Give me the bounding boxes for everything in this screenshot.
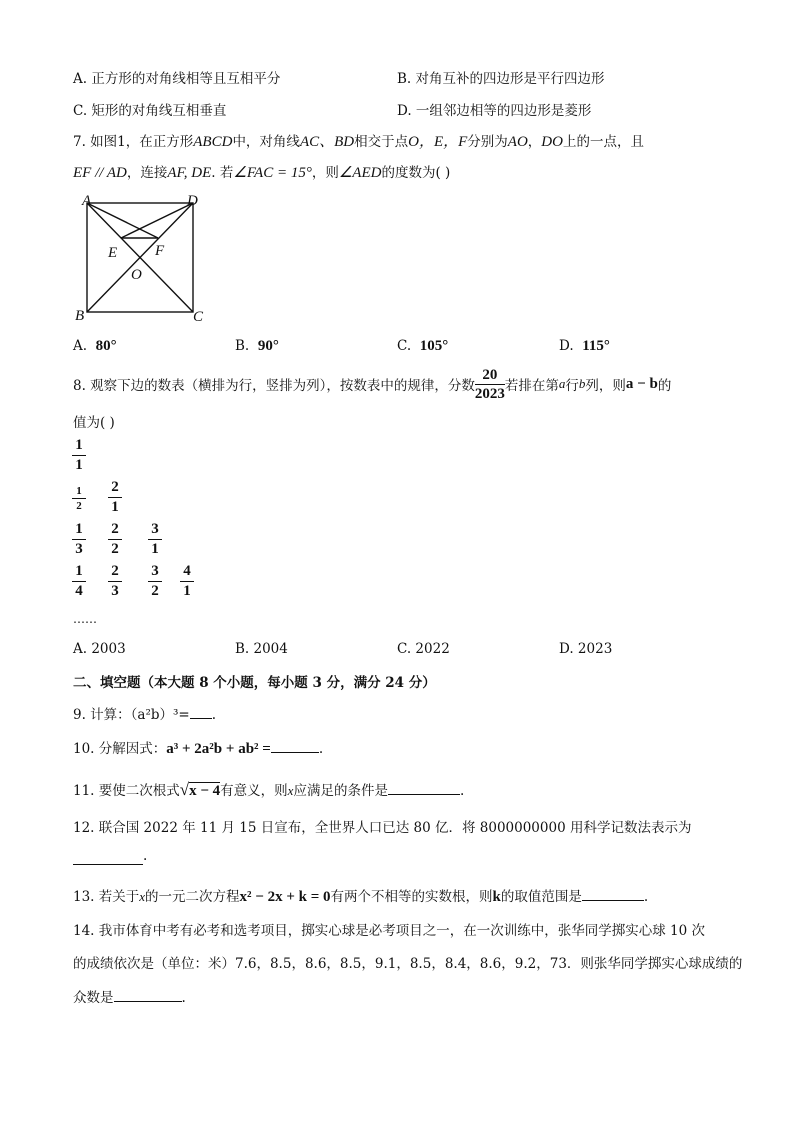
q7-option-d: D. 115°	[559, 338, 610, 354]
q8-option-b: B. 2004	[235, 641, 288, 657]
label-f: F	[155, 243, 165, 259]
q10: 10. 分解因式：a³ + 2a²b + ab² = .	[73, 741, 324, 757]
q8-option-d: D. 2023	[559, 641, 613, 657]
q8-line1: 8. 观察下边的数表（横排为行，竖排为列），按数表中的规律，分数 $\frac{20}{2023}$ 若排在第 a 行 b 列，则 a − b 的	[73, 366, 672, 402]
q7-option-c: C. 105°	[397, 338, 449, 354]
table-fraction: $\frac{3}{1}$	[148, 520, 162, 559]
table-fraction: $\frac{3}{2}$	[148, 562, 162, 601]
table-fraction: $\frac{2}{1}$	[108, 478, 122, 517]
table-fraction: $\frac{2}{3}$	[108, 562, 122, 601]
q6-option-a: A. 正方形的对角线相等且互相平分	[73, 71, 281, 87]
q7-option-b: B. 90°	[235, 338, 279, 354]
fraction-20-2023: $\frac{20}{2023}$	[474, 366, 505, 402]
q12-line1: 12. 联合国 2022 年 11 月 15 日宣布，全世界人口已达 80 亿．将 8000000000 用科学记数法表示为	[73, 820, 692, 836]
q6-option-c: C. 矩形的对角线互相垂直	[73, 103, 227, 119]
ellipsis: ……	[73, 612, 97, 626]
q6-option-b: B. 对角互补的四边形是平行四边形	[397, 71, 605, 87]
q6-option-d: D. 一组邻边相等的四边形是菱形	[397, 103, 592, 119]
q8-line2: 值为( )	[73, 415, 115, 431]
q8-option-c: C. 2022	[397, 641, 450, 657]
table-fraction: $\frac{4}{1}$	[180, 562, 194, 601]
table-fraction: $\frac{2}{2}$	[108, 520, 122, 559]
q9: 9. 计算：（a²b）³= .	[73, 707, 217, 723]
label-o: O	[131, 267, 142, 283]
table-fraction: $\frac{1}{3}$	[72, 520, 86, 559]
q14-line2: 的成绩依次是（单位：米）7.6，8.5，8.6，8.5，9.1，8.5，8.4，8.6，9.2，73．则张华同学掷实心球成绩的	[73, 956, 743, 972]
table-fraction: $\frac{1}{1}$	[72, 436, 86, 475]
q14-line3: 众数是 .	[73, 990, 186, 1006]
table-fraction: $\frac{1}{4}$	[72, 562, 86, 601]
table-fraction: $\frac{1}{2}$	[72, 484, 86, 513]
section-title: 二、填空题（本大题 8 个小题，每小题 3 分，满分 24 分）	[73, 675, 436, 691]
q7-line2: EF // AD，连接AF, DE. 若∠FAC = 15°，则∠AED的度数为( )	[73, 165, 451, 181]
q14-line1: 14. 我市体育中考有必考和选考项目，掷实心球是必考项目之一，在一次训练中，张华同学掷实心球 10 次	[73, 923, 706, 939]
label-a: A	[82, 193, 92, 209]
label-e: E	[108, 245, 118, 261]
q7-option-a: A. 80°	[73, 338, 117, 354]
label-c: C	[193, 309, 204, 325]
q8-option-a: A. 2003	[73, 641, 126, 657]
square-figure	[72, 190, 212, 326]
q11: 11. 要使二次根式√x − 4有意义，则x应满足的条件是 .	[73, 780, 465, 799]
q12-line2: .	[73, 848, 147, 865]
q13: 13. 若关于x的一元二次方程x² − 2x + k = 0有两个不相等的实数根，则k的取值范围是 .	[73, 889, 649, 905]
label-b: B	[75, 308, 85, 324]
label-d: D	[187, 193, 198, 209]
q7-line1: 7. 如图1，在正方形ABCD中，对角线AC、BD相交于点O，E，F分别为AO，DO上的一点，且	[73, 134, 644, 150]
